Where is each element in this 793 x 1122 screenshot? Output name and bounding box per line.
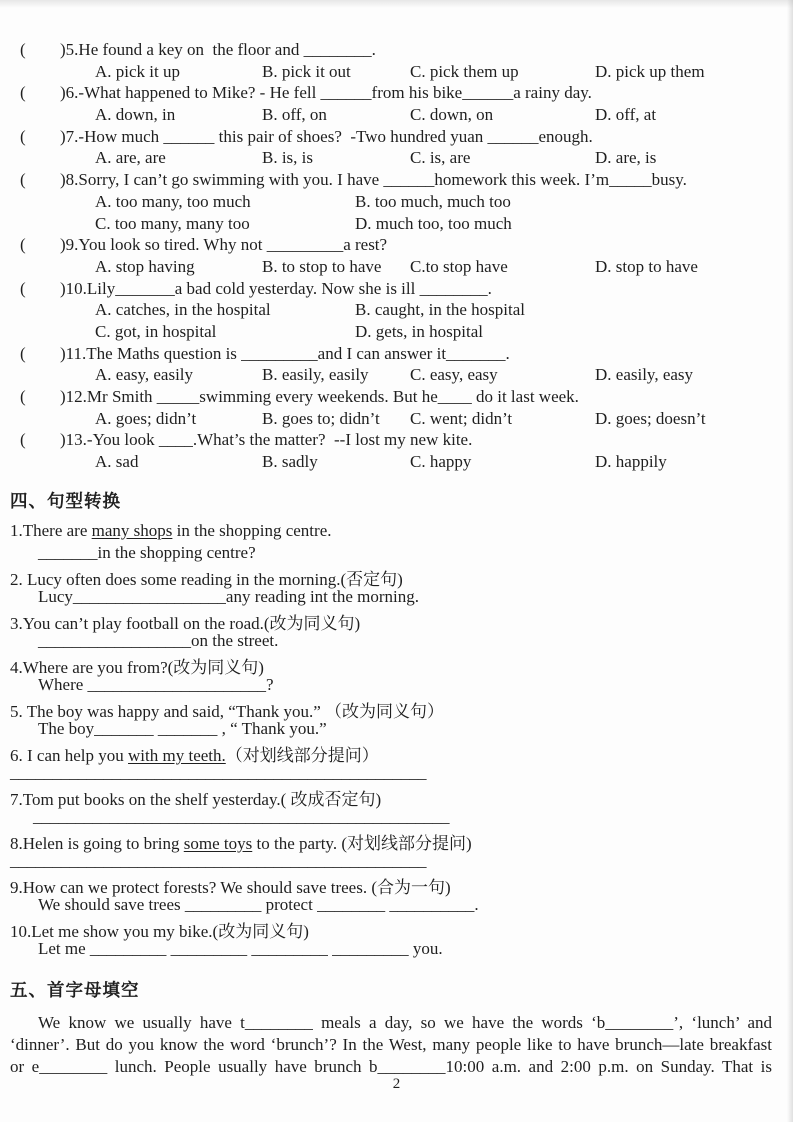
text-segment: Let me _________ _________ _________ _________ you. bbox=[38, 938, 443, 958]
text-segment: 9.How can we protect forests? We should save trees. (合为一句) bbox=[10, 877, 451, 897]
option-label: C. got, in hospital bbox=[95, 321, 217, 341]
underlined-phrase: many shops bbox=[91, 520, 173, 540]
text-segment: We should save trees _________ protect ________ __________. bbox=[38, 894, 479, 914]
text-segment: （对划线部分提问） bbox=[225, 745, 379, 765]
transform-question bbox=[10, 873, 793, 895]
answer-bracket: ( bbox=[20, 40, 26, 59]
question-stem bbox=[0, 387, 793, 409]
cloze-paragraph-line: We know we usually have t________ meals a day, so we have the words ‘b________’, ‘lunch’ and bbox=[38, 1012, 772, 1032]
transform-question bbox=[10, 741, 793, 763]
option-label: B. is, is bbox=[262, 148, 314, 168]
transform-question bbox=[10, 829, 793, 851]
transform-question bbox=[10, 521, 793, 543]
text-segment: The boy_______ _______ , “ Thank you.” bbox=[38, 718, 327, 738]
answer-bracket: ( bbox=[20, 83, 26, 103]
option-label: A. sad bbox=[95, 452, 139, 472]
answer-bracket: ( bbox=[20, 430, 26, 450]
option-label: D. gets, in hospital bbox=[355, 321, 483, 341]
option-label: C.to stop have bbox=[410, 256, 508, 276]
text-segment: 4.Where are you from?(改为同义句) bbox=[10, 657, 264, 677]
answer-bracket: ( bbox=[20, 235, 26, 255]
question-text: )12.Mr Smith _____swimming every weekends. But he____ do it last week. bbox=[60, 387, 579, 406]
option-label: C. is, are bbox=[410, 148, 471, 168]
page-number: 2 bbox=[392, 1076, 401, 1092]
options-row bbox=[95, 62, 793, 84]
option-label: B. to stop to have bbox=[262, 256, 382, 276]
option-label: B. pick it out bbox=[262, 61, 351, 81]
options-row bbox=[95, 300, 793, 322]
text-segment: Where _____________________? bbox=[38, 674, 274, 694]
answer-bracket: ( bbox=[20, 126, 26, 146]
answer-blank-line bbox=[38, 543, 793, 565]
options-row bbox=[95, 148, 793, 170]
options-row bbox=[95, 214, 793, 236]
question-text: )5.He found a key on the floor and ________. bbox=[60, 40, 376, 59]
question-stem bbox=[0, 40, 793, 62]
question-text: )6.-What happened to Mike? - He fell ______from his bike______a rainy day. bbox=[60, 83, 592, 103]
underlined-phrase: some toys bbox=[183, 833, 253, 853]
transform-question bbox=[10, 653, 793, 675]
answer-line: _________________________________________________ bbox=[33, 806, 450, 826]
option-label: D. happily bbox=[595, 452, 667, 472]
mcq-section bbox=[0, 0, 793, 474]
text-segment: Lucy__________________any reading int the morning. bbox=[38, 586, 420, 606]
option-label: D. goes; doesn’t bbox=[595, 408, 706, 428]
text-segment: 1.There are bbox=[10, 520, 92, 540]
options-row bbox=[95, 322, 793, 344]
answer-blank-line bbox=[38, 587, 793, 609]
question-stem bbox=[0, 430, 793, 452]
text-segment: 8.Helen is going to bring bbox=[10, 833, 184, 853]
option-label: C. too many, many too bbox=[95, 213, 250, 233]
answer-blank-line bbox=[38, 895, 793, 917]
option-label: B. sadly bbox=[262, 452, 318, 472]
option-label: A. easy, easily bbox=[95, 365, 194, 385]
answer-bracket: ( bbox=[20, 278, 26, 298]
transform-question bbox=[10, 697, 793, 719]
option-label: C. went; didn’t bbox=[410, 408, 513, 428]
question-stem bbox=[0, 83, 793, 105]
cloze-paragraph-line: ‘dinner’. But do you know the word ‘brunch’? In the West, many people like to have brunch—late breakfast bbox=[10, 1035, 772, 1055]
question-text: )8.Sorry, I can’t go swimming with you. I have ______homework this week. I’m_____busy. bbox=[60, 170, 687, 190]
option-label: D. off, at bbox=[595, 105, 657, 125]
question-stem bbox=[0, 344, 793, 366]
text-segment: 6. I can help you bbox=[10, 745, 129, 765]
answer-line: _________________________________________________ bbox=[10, 850, 427, 870]
option-label: B. off, on bbox=[262, 105, 327, 125]
section4-heading: 四、句型转换 bbox=[10, 490, 121, 511]
option-label: B. goes to; didn’t bbox=[262, 408, 380, 428]
text-segment: 7.Tom put books on the shelf yesterday.( 改成否定句) bbox=[10, 789, 382, 809]
option-label: A. goes; didn’t bbox=[95, 408, 197, 428]
question-stem bbox=[0, 279, 793, 301]
section4-body bbox=[0, 521, 793, 961]
text-segment: 5. The boy was happy and said, “Thank you.” （改为同义句） bbox=[10, 701, 445, 721]
text-segment: to the party. (对划线部分提问) bbox=[252, 833, 472, 853]
option-label: C. pick them up bbox=[410, 61, 519, 81]
cloze-paragraph-line: or e________ lunch. People usually have brunch b________10:00 a.m. and 2:00 p.m. on Sunday. That is bbox=[10, 1057, 772, 1077]
option-label: C. easy, easy bbox=[410, 365, 498, 385]
answer-bracket: ( bbox=[20, 170, 26, 190]
option-label: B. caught, in the hospital bbox=[355, 300, 525, 320]
transform-question bbox=[10, 565, 793, 587]
option-label: A. catches, in the hospital bbox=[95, 300, 271, 320]
option-label: A. too many, too much bbox=[95, 191, 251, 211]
option-label: D. easily, easy bbox=[595, 365, 694, 385]
option-label: B. easily, easily bbox=[262, 365, 369, 385]
text-segment: 10.Let me show you my bike.(改为同义句) bbox=[10, 921, 309, 941]
option-label: D. are, is bbox=[595, 148, 657, 168]
answer-blank-line bbox=[38, 719, 793, 741]
question-text: )7.-How much ______ this pair of shoes? -Two hundred yuan ______enough. bbox=[60, 126, 593, 146]
option-label: A. pick it up bbox=[95, 61, 180, 81]
options-row bbox=[95, 409, 793, 431]
question-text: )11.The Maths question is _________and I can answer it_______. bbox=[60, 343, 510, 363]
option-label: C. happy bbox=[410, 452, 472, 472]
answer-blank-line bbox=[38, 675, 793, 697]
transform-question bbox=[10, 785, 793, 807]
answer-blank-line bbox=[38, 631, 793, 653]
section5-heading: 五、首字母填空 bbox=[10, 979, 140, 1000]
options-row bbox=[95, 105, 793, 127]
option-label: D. stop to have bbox=[595, 256, 698, 276]
transform-question bbox=[10, 609, 793, 631]
section5-paragraph bbox=[10, 1012, 772, 1079]
question-text: )10.Lily_______a bad cold yesterday. Now she is ill ________. bbox=[60, 278, 492, 298]
options-row bbox=[95, 257, 793, 279]
transform-question bbox=[10, 917, 793, 939]
answer-line: _________________________________________________ bbox=[10, 762, 427, 782]
question-stem bbox=[0, 170, 793, 192]
text-segment: _______in the shopping centre? bbox=[38, 542, 256, 562]
option-label: B. too much, much too bbox=[355, 191, 511, 211]
answer-blank-line bbox=[38, 939, 793, 961]
option-label: A. stop having bbox=[95, 256, 195, 276]
text-segment: 3.You can’t play football on the road.(改为同义句) bbox=[10, 613, 361, 633]
option-label: D. much too, too much bbox=[355, 213, 512, 233]
question-text: )13.-You look ____.What’s the matter? --I lost my new kite. bbox=[60, 430, 473, 450]
option-label: A. down, in bbox=[95, 105, 176, 125]
question-stem bbox=[0, 127, 793, 149]
question-text: )9.You look so tired. Why not _________a rest? bbox=[60, 235, 388, 255]
options-row bbox=[95, 192, 793, 214]
text-segment: in the shopping centre. bbox=[172, 520, 332, 540]
options-row bbox=[95, 365, 793, 387]
option-label: C. down, on bbox=[410, 105, 494, 125]
option-label: D. pick up them bbox=[595, 61, 705, 81]
underlined-phrase: with my teeth. bbox=[128, 745, 226, 765]
text-segment: 2. Lucy often does some reading in the morning.(否定句) bbox=[10, 569, 403, 589]
answer-bracket: ( bbox=[20, 387, 26, 406]
text-segment: __________________on the street. bbox=[38, 630, 279, 650]
answer-bracket: ( bbox=[20, 343, 26, 363]
options-row bbox=[95, 452, 793, 474]
question-stem bbox=[0, 235, 793, 257]
option-label: A. are, are bbox=[95, 148, 166, 168]
